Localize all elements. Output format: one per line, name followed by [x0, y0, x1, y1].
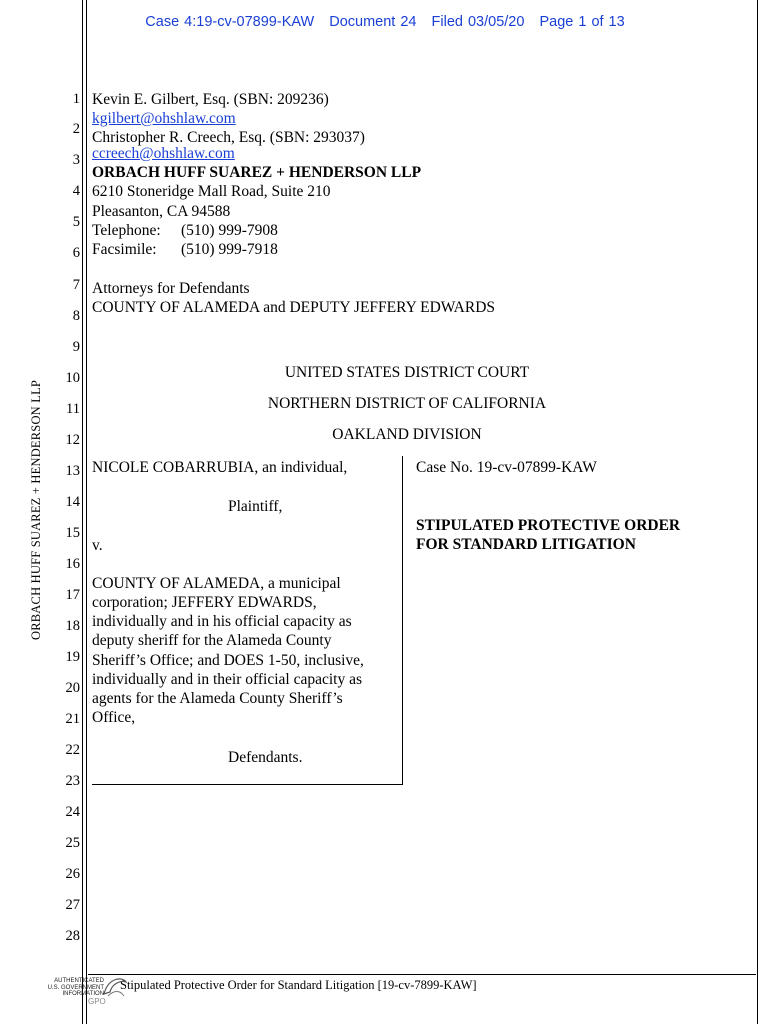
header-filed-date: Filed 03/05/20	[431, 14, 525, 30]
line-number: 9	[72, 339, 80, 355]
court-division: OAKLAND DIVISION	[332, 426, 482, 443]
header-page-number: Page 1 of 13	[539, 14, 625, 30]
plaintiff-name: NICOLE COBARRUBIA, an individual,	[92, 459, 348, 476]
seal-text: AUTHENTICATED U.S. GOVERNMENT INFORMATION	[47, 978, 104, 997]
header-case-number: Case 4:19-cv-07899-KAW	[145, 14, 315, 30]
defendants-line: corporation; JEFFERY EDWARDS,	[92, 594, 317, 611]
facsimile-label: Facsimile:	[92, 241, 157, 258]
line-number: 12	[65, 432, 80, 448]
left-margin-rule-outer	[82, 0, 83, 1024]
defendants-line: Sheriff’s Office; and DOES 1-50, inclusive,	[92, 652, 364, 669]
telephone-number: (510) 999-7908	[181, 222, 278, 239]
line-number: 27	[65, 897, 80, 913]
line-number: 24	[65, 804, 80, 820]
line-number: 22	[65, 742, 80, 758]
represented-parties: COUNTY OF ALAMEDA and DEPUTY JEFFERY EDWARDS	[92, 299, 496, 316]
footer-title: Stipulated Protective Order for Standard Litigation [19-cv-7899-KAW]	[120, 978, 477, 992]
plaintiff-role: Plaintiff,	[228, 498, 283, 515]
firm-address-line-2: Pleasanton, CA 94588	[92, 203, 231, 220]
line-number: 25	[65, 835, 80, 851]
firm-address-line-1: 6210 Stoneridge Mall Road, Suite 210	[92, 183, 331, 200]
attorneys-for-label: Attorneys for Defendants	[92, 280, 250, 297]
line-number: 18	[65, 618, 80, 634]
line-number: 20	[65, 680, 80, 696]
line-number: 7	[72, 277, 80, 293]
line-number: 26	[65, 866, 80, 882]
header-document-number: Document 24	[329, 14, 417, 30]
line-number: 14	[65, 494, 80, 510]
attorney-email-1[interactable]: kgilbert@ohshlaw.com	[92, 110, 236, 127]
defendants-line: agents for the Alameda County Sheriff’s	[92, 690, 343, 707]
law-firm-name: ORBACH HUFF SUAREZ + HENDERSON LLP	[92, 164, 422, 181]
caption-divider-horizontal	[92, 784, 403, 785]
line-number: 23	[65, 773, 80, 789]
attorney-name-1: Kevin E. Gilbert, Esq. (SBN: 209236)	[92, 91, 329, 108]
line-number: 11	[66, 401, 80, 417]
footer-rule	[88, 974, 756, 975]
attorney-name-2: Christopher R. Creech, Esq. (SBN: 293037)	[92, 129, 365, 146]
line-number: 1	[72, 91, 80, 107]
line-number: 16	[65, 556, 80, 572]
line-number: 13	[65, 463, 80, 479]
right-margin-rule	[757, 0, 758, 1024]
defendants-line: deputy sheriff for the Alameda County	[92, 632, 332, 649]
line-number: 8	[72, 308, 80, 324]
facsimile-number: (510) 999-7918	[181, 241, 278, 258]
line-number: 10	[65, 370, 80, 386]
line-number: 15	[65, 525, 80, 541]
line-number: 6	[72, 245, 80, 261]
line-number: 19	[65, 649, 80, 665]
defendants-line: Office,	[92, 709, 136, 726]
line-number: 4	[72, 183, 80, 199]
line-number: 3	[72, 152, 80, 168]
caption-divider-vertical	[402, 456, 403, 784]
versus: v.	[92, 537, 103, 554]
telephone-label: Telephone:	[92, 222, 161, 239]
case-number: Case No. 19-cv-07899-KAW	[416, 459, 597, 476]
line-number: 21	[65, 711, 80, 727]
filing-header	[0, 14, 770, 30]
line-number: 5	[72, 214, 80, 230]
side-firm-label: ORBACH HUFF SUAREZ + HENDERSON LLP	[29, 379, 43, 640]
document-title-line-1: STIPULATED PROTECTIVE ORDER	[416, 517, 681, 534]
defendants-line: COUNTY OF ALAMEDA, a municipal	[92, 575, 341, 592]
attorney-email-2[interactable]: ccreech@ohshlaw.com	[92, 145, 235, 162]
left-margin-rule-inner	[86, 0, 87, 1024]
defendants-line: individually and in their official capacity as	[92, 671, 363, 688]
court-name: UNITED STATES DISTRICT COURT	[284, 364, 530, 381]
line-number: 2	[72, 121, 80, 137]
line-number: 28	[65, 928, 80, 944]
defendants-role: Defendants.	[228, 749, 303, 766]
document-title-line-2: FOR STANDARD LITIGATION	[416, 536, 636, 553]
defendants-line: individually and in his official capacity as	[92, 613, 352, 630]
gpo-mark: GPO	[88, 997, 106, 1006]
court-district: NORTHERN DISTRICT OF CALIFORNIA	[267, 395, 547, 412]
line-number: 17	[65, 587, 80, 603]
